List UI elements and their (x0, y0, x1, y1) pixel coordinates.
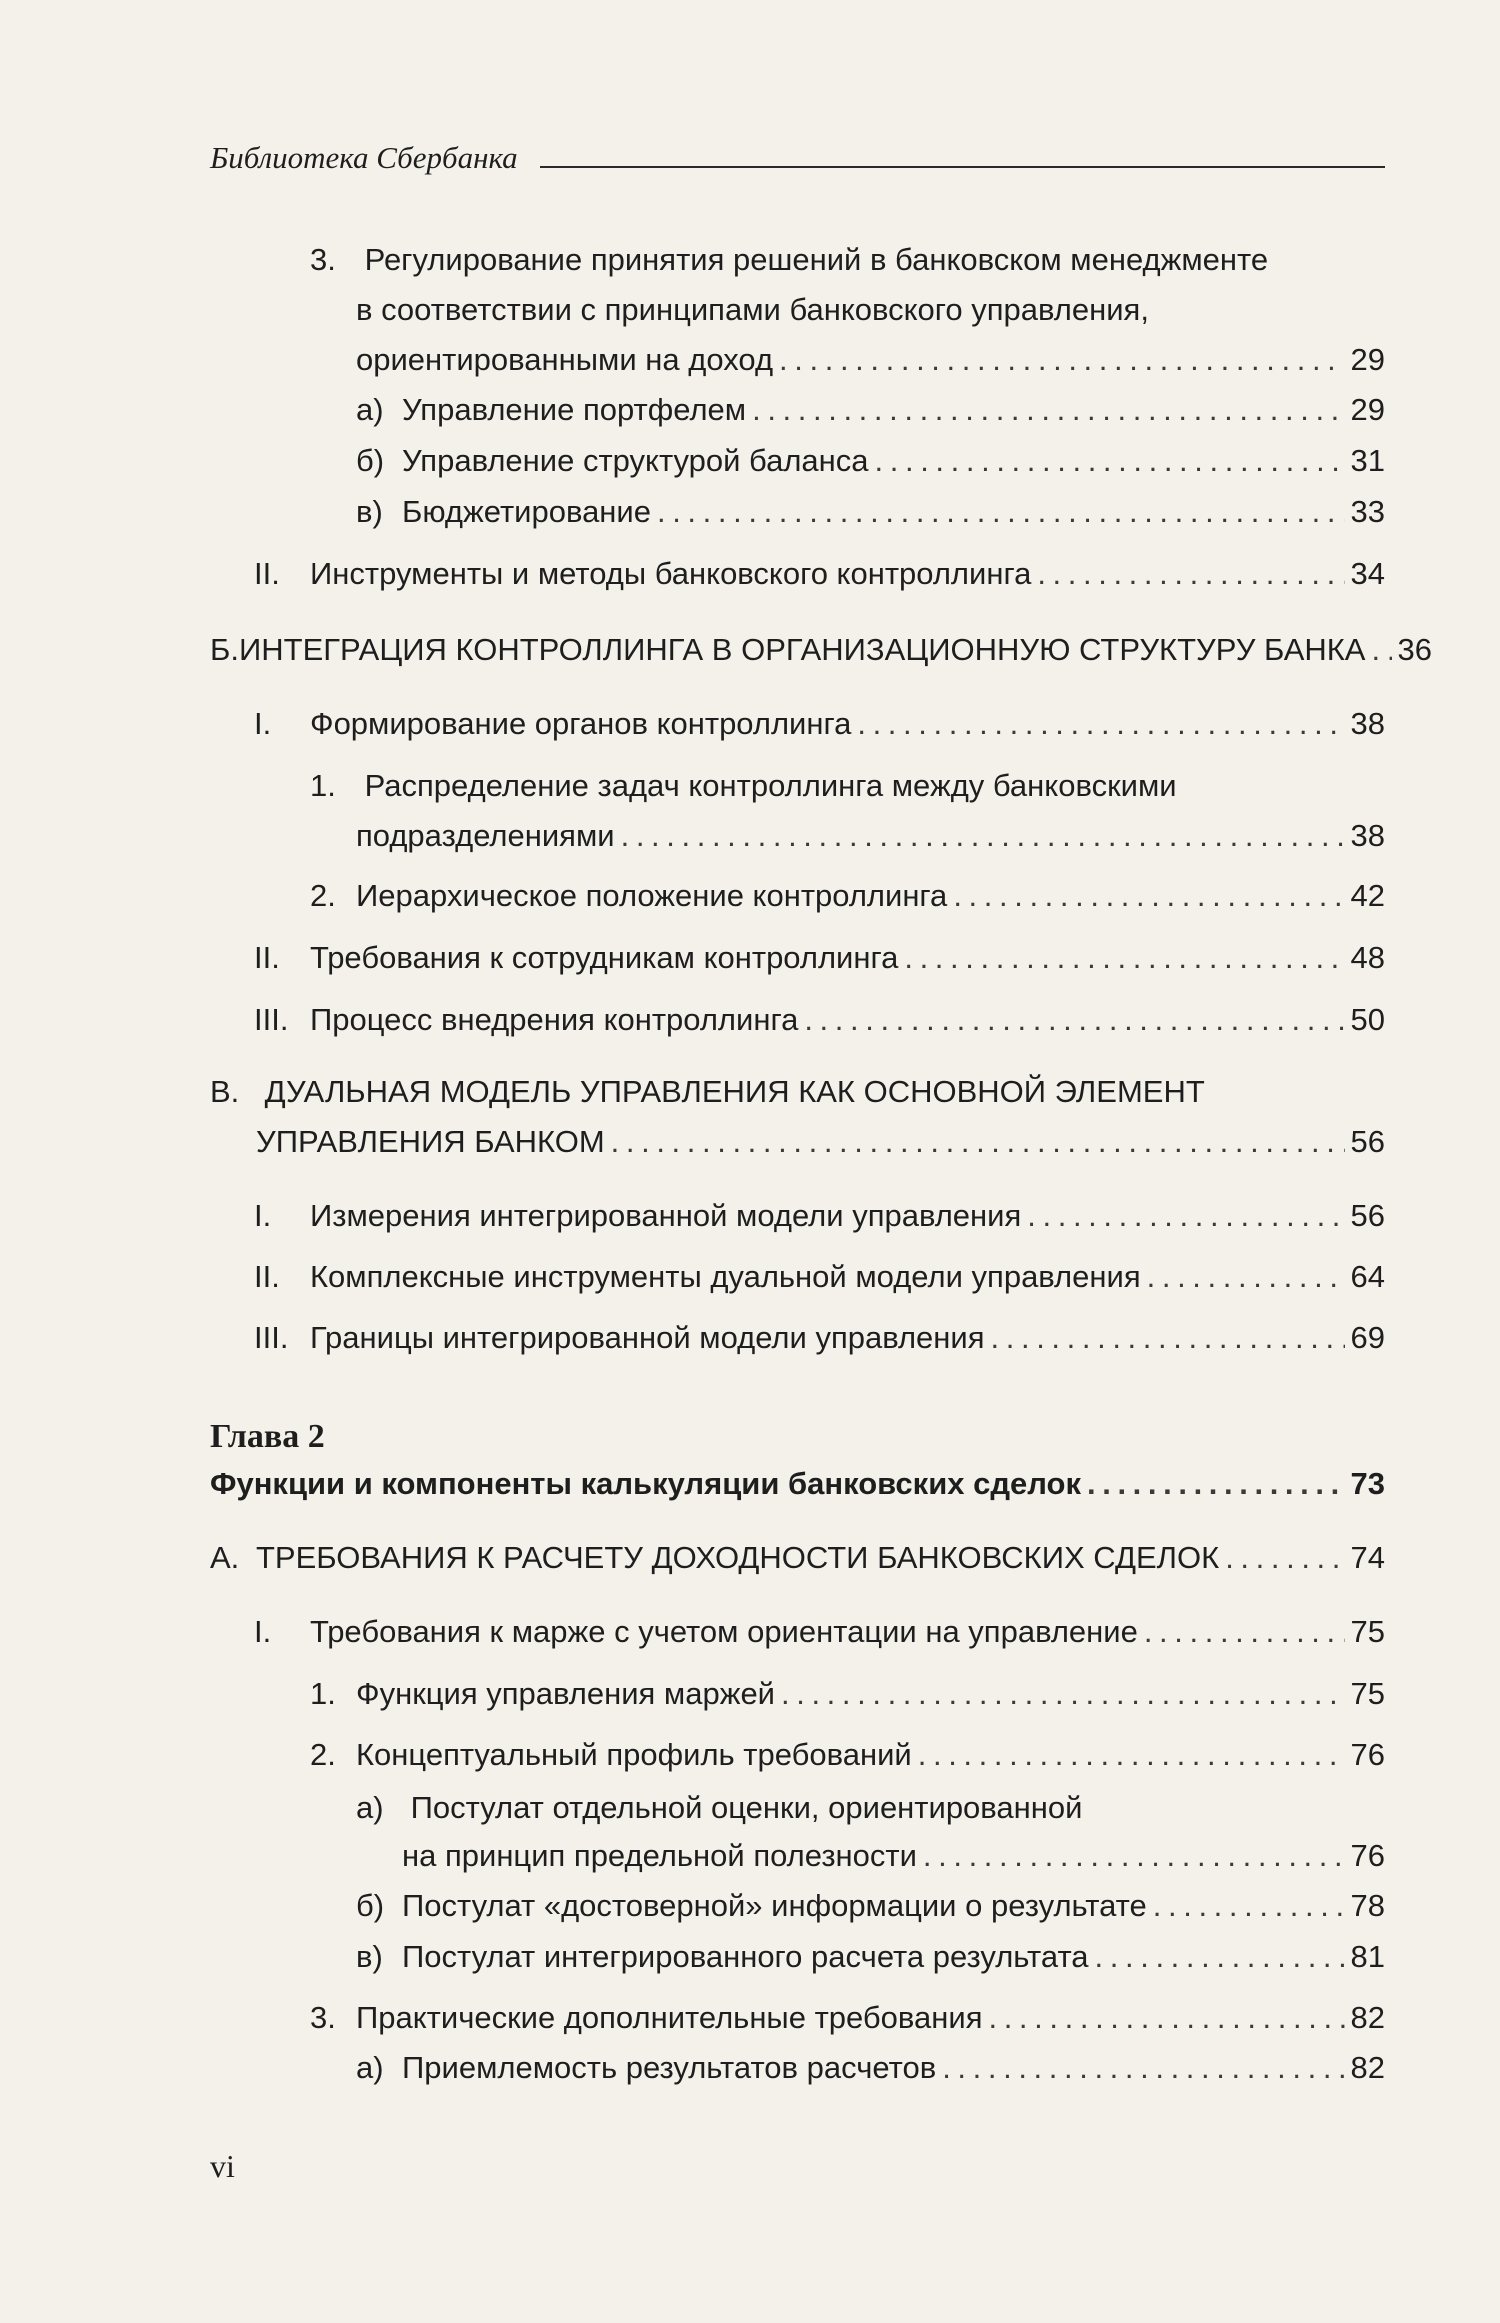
entry-text: Практические дополнительные требования (356, 2000, 983, 2035)
page-number: 73 (1350, 1466, 1385, 1501)
entry-text: Управление структурой баланса (402, 443, 869, 478)
page-number: 74 (1350, 1540, 1385, 1575)
entry-text: подразделениями (356, 818, 615, 853)
entry-number: II. (254, 940, 280, 975)
entry-text: Постулат «достоверной» информации о результате (402, 1888, 1147, 1923)
entry-text: Постулат интегрированного расчета результата (402, 1939, 1089, 1974)
toc-entry-1-distribution-line-1 (310, 768, 1177, 804)
leader-dots (923, 1838, 1345, 1874)
entry-number: 3. (310, 242, 336, 277)
page-number: 76 (1350, 1838, 1385, 1873)
entry-text: Управление портфелем (402, 392, 747, 427)
toc-entry-i-organs (254, 706, 1385, 742)
entry-number: I. (254, 1614, 272, 1649)
entry-number: Б. (210, 632, 239, 667)
page-number: 48 (1350, 940, 1385, 975)
entry-number: I. (254, 706, 272, 741)
entry-number: б) (356, 1888, 385, 1923)
entry-text: Приемлемость результатов расчетов (402, 2050, 937, 2085)
entry-number: 2. (310, 1737, 336, 1772)
entry-number: III. (254, 1320, 289, 1355)
chapter-title-line (210, 1466, 1385, 1502)
leader-dots (904, 940, 1344, 976)
toc-entry-b-postulate (356, 1888, 1385, 1924)
leader-dots (1153, 1888, 1345, 1924)
entry-number: II. (254, 1259, 280, 1294)
page-number: 75 (1350, 1614, 1385, 1649)
running-title: Библиотека Сбербанка (210, 140, 518, 175)
entry-number: 3. (310, 2000, 336, 2035)
entry-number: в) (356, 494, 383, 529)
leader-dots (1147, 1259, 1345, 1295)
page-number: 75 (1350, 1676, 1385, 1711)
entry-text: Комплексные инструменты дуальной модели управления (310, 1259, 1141, 1294)
toc-entry-a-postulate-line-1 (356, 1790, 1082, 1826)
entry-text: ТРЕБОВАНИЯ К РАСЧЕТУ ДОХОДНОСТИ БАНКОВСКИХ СДЕЛОК (256, 1540, 1220, 1575)
toc-entry-ii-complex-tools (254, 1259, 1385, 1295)
page-number: 56 (1350, 1124, 1385, 1159)
toc-entry-a-portfolio (356, 392, 1385, 428)
toc-entry-b-balance (356, 443, 1385, 479)
entry-number: В. (210, 1074, 240, 1109)
entry-text: Инструменты и методы банковского контроллинга (310, 556, 1032, 591)
toc-entry-1-distribution-line-2 (356, 818, 1385, 854)
toc-entry-2-hierarchy (310, 878, 1385, 914)
toc-entry-3-line-1 (310, 242, 1268, 278)
page-number: 78 (1350, 1888, 1385, 1923)
toc-entry-3-line-3 (356, 342, 1385, 378)
toc-section-b (210, 632, 1432, 668)
entry-number: а) (356, 1790, 384, 1825)
page-number: 42 (1350, 878, 1385, 913)
entry-number: а) (356, 392, 384, 427)
page-number: 38 (1350, 706, 1385, 741)
page-number: 29 (1350, 392, 1385, 427)
leader-dots (1027, 1198, 1344, 1234)
entry-number: а) (356, 2050, 384, 2085)
leader-dots (752, 392, 1344, 428)
entry-text: Регулирование принятия решений в банковском менеджменте (364, 242, 1269, 277)
leader-dots (953, 878, 1344, 914)
leader-dots (875, 443, 1345, 479)
leader-dots (781, 1676, 1345, 1712)
toc-entry-i-dimensions (254, 1198, 1385, 1234)
toc-entry-a-acceptability (356, 2050, 1385, 2086)
entry-number: 2. (310, 878, 336, 913)
leader-dots (1225, 1540, 1344, 1576)
toc-entry-iii-process (254, 1002, 1385, 1038)
leader-dots (857, 706, 1344, 742)
toc-entry-3-practical (310, 2000, 1385, 2036)
page-number: 50 (1350, 1002, 1385, 1037)
entry-text: УПРАВЛЕНИЯ БАНКОМ (256, 1124, 605, 1159)
page-number: 64 (1350, 1259, 1385, 1294)
toc-entry-3-line-2 (356, 292, 1149, 328)
entry-text: Процесс внедрения контроллинга (310, 1002, 799, 1037)
page-folio: vi (210, 2148, 235, 2184)
page-number: 31 (1350, 443, 1385, 478)
entry-text: Требования к марже с учетом ориентации на управление (310, 1614, 1138, 1649)
toc-entry-ii-instruments (254, 556, 1385, 592)
entry-number: 1. (310, 768, 336, 803)
entry-text: Измерения интегрированной модели управления (310, 1198, 1022, 1233)
leader-dots (991, 1320, 1345, 1356)
toc-entry-v-budget (356, 494, 1385, 530)
entry-number: А. (210, 1540, 240, 1575)
leader-dots (611, 1124, 1345, 1160)
header-rule (540, 166, 1385, 168)
leader-dots (942, 2050, 1344, 2086)
chapter-title: Функции и компоненты калькуляции банковских сделок (210, 1466, 1081, 1501)
toc-entry-iii-limits (254, 1320, 1385, 1356)
entry-number: III. (254, 1002, 289, 1037)
page-number: 82 (1350, 2050, 1385, 2085)
entry-text: Концептуальный профиль требований (356, 1737, 912, 1772)
page-number: 34 (1350, 556, 1385, 591)
page-number: 36 (1397, 632, 1432, 667)
entry-text: Бюджетирование (402, 494, 651, 529)
toc-entry-2-profile (310, 1737, 1385, 1773)
leader-dots (1095, 1939, 1345, 1975)
leader-dots (1144, 1614, 1345, 1650)
toc-section-v-line-2 (256, 1124, 1385, 1160)
page-number: 81 (1350, 1939, 1385, 1974)
toc-entry-i-margin (254, 1614, 1385, 1650)
entry-text: в соответствии с принципами банковского управления, (356, 292, 1149, 327)
entry-text: Формирование органов контроллинга (310, 706, 852, 741)
entry-text: ДУАЛЬНАЯ МОДЕЛЬ УПРАВЛЕНИЯ КАК ОСНОВНОЙ ЭЛЕМЕНТ (264, 1074, 1205, 1109)
entry-text: Функция управления маржей (356, 1676, 775, 1711)
leader-dots (1037, 556, 1344, 592)
entry-text: ориентированными на доход (356, 342, 774, 377)
entry-text: Иерархическое положение контроллинга (356, 878, 948, 913)
chapter-label: Глава 2 (210, 1418, 325, 1455)
page-number: 38 (1350, 818, 1385, 853)
entry-number: 1. (310, 1676, 336, 1711)
entry-text: Распределение задач контроллинга между банковскими (364, 768, 1177, 803)
leader-dots (804, 1002, 1344, 1038)
page-number: 82 (1350, 2000, 1385, 2035)
toc-entry-1-margin-function (310, 1676, 1385, 1712)
entry-text: Требования к сотрудникам контроллинга (310, 940, 899, 975)
toc-section-v-line-1 (210, 1074, 1205, 1110)
page-number: 76 (1350, 1737, 1385, 1772)
entry-text: Постулат отдельной оценки, ориентированной (410, 1790, 1083, 1825)
toc-section-a (210, 1540, 1385, 1576)
leader-dots (779, 342, 1344, 378)
leader-dots (918, 1737, 1345, 1773)
entry-number: в) (356, 1939, 383, 1974)
running-head (210, 140, 1385, 176)
entry-number: I. (254, 1198, 272, 1233)
entry-number: II. (254, 556, 280, 591)
toc-entry-ii-staff (254, 940, 1385, 976)
page-number: 33 (1350, 494, 1385, 529)
entry-number: б) (356, 443, 385, 478)
page-number: 29 (1350, 342, 1385, 377)
leader-dots (621, 818, 1345, 854)
entry-text: на принцип предельной полезности (402, 1838, 917, 1873)
page-number: 69 (1350, 1320, 1385, 1355)
leader-dots (657, 494, 1345, 530)
page-number: 56 (1350, 1198, 1385, 1233)
leader-dots (988, 2000, 1344, 2036)
leader-dots (1372, 632, 1392, 668)
leader-dots (1087, 1466, 1345, 1502)
entry-text: ИНТЕГРАЦИЯ КОНТРОЛЛИНГА В ОРГАНИЗАЦИОННУЮ СТРУКТУРУ БАНКА (238, 632, 1366, 667)
toc-entry-v-postulate (356, 1939, 1385, 1975)
toc-entry-a-postulate-line-2 (402, 1838, 1385, 1874)
entry-text: Границы интегрированной модели управления (310, 1320, 985, 1355)
